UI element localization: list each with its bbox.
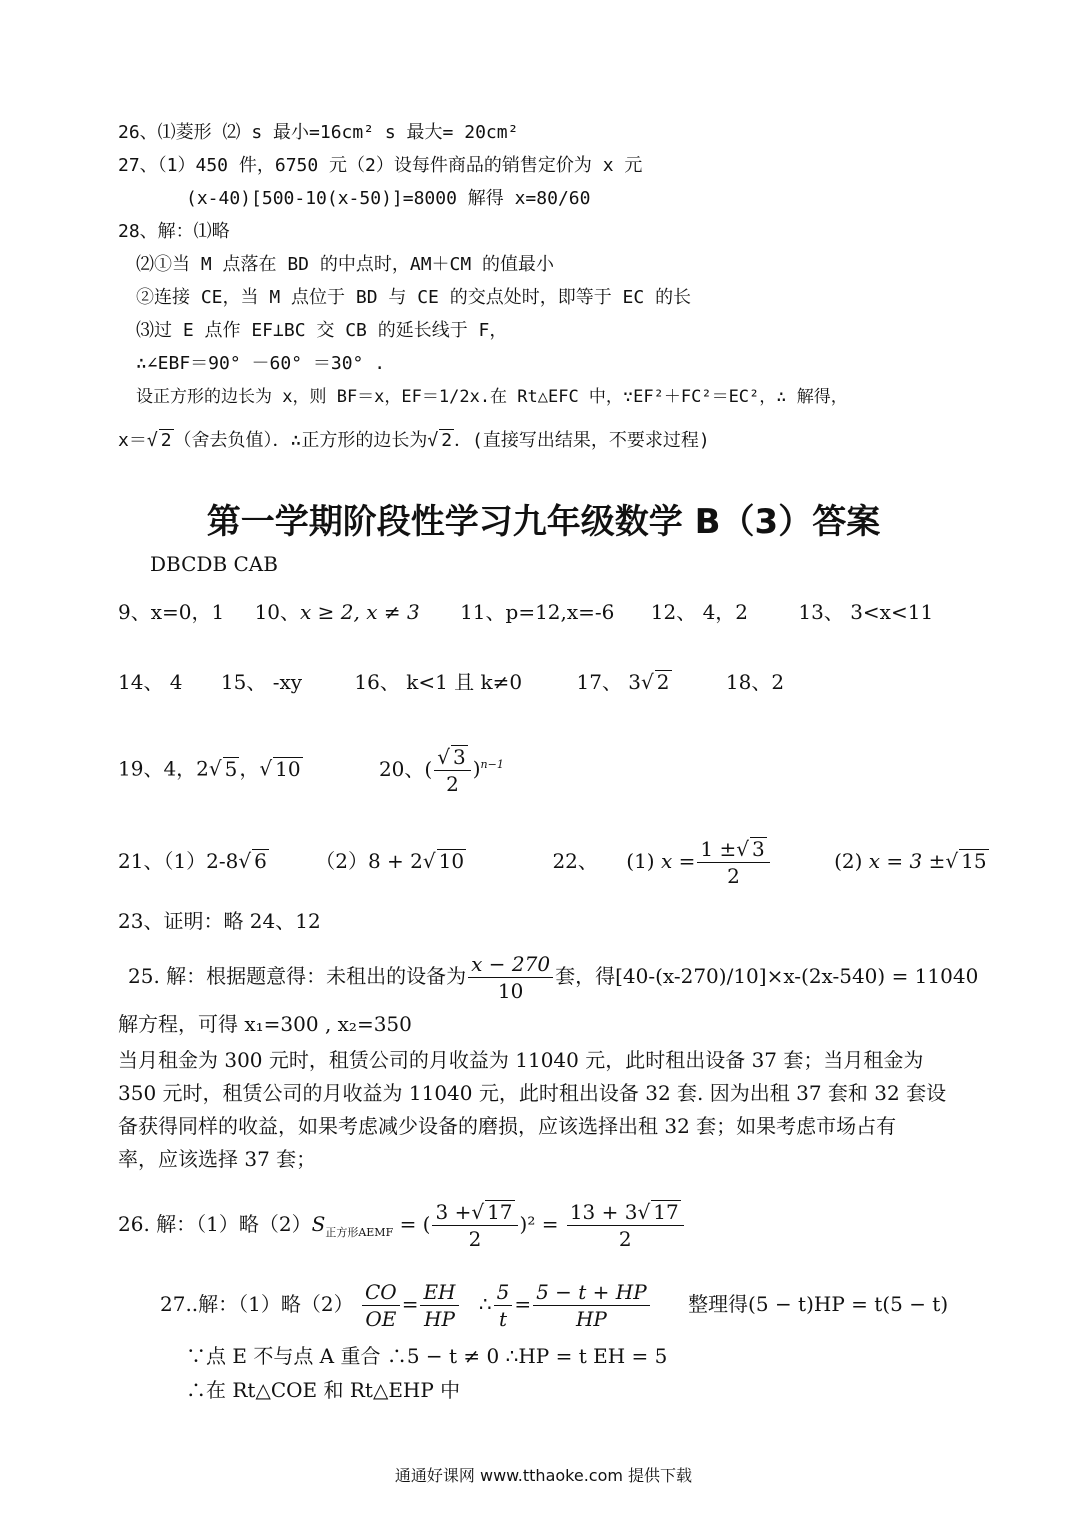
answer-28-part2-1: ⑵①当 M 点落在 BD 的中点时，AM＋CM 的值最小 (136, 254, 555, 275)
q20-exponent: n−1 (480, 758, 504, 771)
q18: 18、2 (725, 670, 785, 694)
q26-fraction-2: $\frac{13 + 3√ 17}{2}$ (567, 1199, 684, 1252)
q19-radicand-2: 10 (275, 756, 301, 781)
q22-num: 1 ± (700, 837, 737, 861)
answer-27-triangles: ∴在 Rt△COE 和 Rt△EHP 中 (186, 1378, 461, 1402)
q22-part1: (1) (626, 849, 655, 873)
answer-28-result: x＝√ 2 （舍去负值）．∴正方形的边长为√ 2 ．(直接写出结果，不要求过程) (118, 430, 710, 451)
row-19-20: 19、4，2√ 5 ，√ 10 20、( $\frac{√ 3}{2}$ )$^{n-1}$ (118, 744, 504, 796)
q21-radicand: 6 (254, 849, 267, 873)
q26-num1: 3 + (435, 1200, 472, 1224)
q19-radicand-1: 5 (224, 756, 238, 781)
answer-27-prev: 27、（1）450 件，6750 元（2）设每件商品的销售定价为 x 元 (118, 155, 643, 176)
q25-denominator: 10 (497, 979, 524, 1003)
q27-f4-num: 5 − t + HP (533, 1279, 650, 1306)
q27-f3-den: t (498, 1307, 507, 1331)
q22b-expression: x = 3 ± (868, 849, 946, 873)
q22-part2: (2) (834, 849, 863, 873)
q27-f1-num: CO (362, 1279, 400, 1306)
q26-equals: = ( (399, 1212, 431, 1236)
row-23-24: 23、证明：略 24、12 (118, 909, 321, 933)
q21: 21、（1）2-8 (118, 849, 239, 873)
q27-f4-den: HP (575, 1307, 607, 1331)
row-9-13 (118, 599, 933, 625)
q22-x: x = (660, 849, 696, 873)
q27-fraction-4 (533, 1279, 650, 1332)
q22-denominator: 2 (727, 864, 740, 888)
page-footer: 通通好课网 www.tthaoke.com 提供下载 (394, 1466, 693, 1485)
answer-28-prev: 28、解：⑴略 (118, 221, 230, 242)
q26-den2: 2 (618, 1227, 632, 1251)
answer-26-prev: 26、⑴菱形 ⑵ s 最小=16cm² s 最大= 20cm² (118, 122, 519, 143)
answer-25-setup (128, 948, 978, 1004)
result-tail: ．(直接写出结果，不要求过程) (454, 430, 710, 451)
page-title: 第一学期阶段性学习九年级数学 B（3）答案 (206, 502, 881, 542)
answer-28-part3: ⑶过 E 点作 EF⊥BC 交 CB 的延长线于 F， (136, 320, 508, 341)
q27-therefore: ∴ (478, 1292, 492, 1316)
q19-sep: ， (239, 756, 260, 781)
q15: 15、 -xy (220, 670, 303, 694)
q25-numerator: x − 270 (468, 951, 553, 978)
answer-28-angle: ∴∠EBF＝90° －60° ＝30° . (136, 353, 386, 374)
q11: 11、p=12,x=-6 (460, 600, 615, 624)
q26-subscript: 正方形AEMF (325, 1226, 394, 1239)
q22: 22、 (552, 849, 598, 873)
q19: 19、4，2 (118, 756, 209, 781)
q14: 14、 4 (118, 670, 183, 694)
q27-equals-1: = (401, 1292, 419, 1316)
q20-fraction: $\frac{√ 3}{2}$ (434, 744, 470, 797)
q27-result: 整理得(5 − t)HP = t(5 − t) (688, 1292, 949, 1316)
choice-answers: DBCDB CAB (150, 552, 278, 576)
q22b-radicand: 15 (961, 849, 987, 873)
q27-fraction-2 (420, 1279, 458, 1332)
sqrt-2-b: 2 (441, 430, 453, 451)
q9: 9、x=0，1 (118, 600, 225, 624)
q26-num2: 13 + 3 (569, 1200, 638, 1224)
answer-26 (118, 1194, 686, 1263)
answer-27 (160, 1274, 948, 1334)
answer-25-line3: 备获得同样的收益，如果考虑减少设备的磨损，应该选择出租 32 套；如果考虑市场占有 (118, 1114, 897, 1138)
q27-intro: 27..解：（1）略（2） (160, 1292, 354, 1316)
answer-28-part2-2: ②连接 CE，当 M 点位于 BD 与 CE 的交点处时，即等于 EC 的长 (136, 287, 692, 308)
q16: 16、 k<1 且 k≠0 (354, 670, 523, 694)
q26-square: )² = (519, 1212, 559, 1236)
row-14-18: 14、 4 15、 -xy 16、 k<1 且 k≠0 17、 3√ 2 18、2 (118, 670, 785, 694)
q17: 17、 3 (576, 670, 642, 694)
q22-radicand: 3 (751, 837, 765, 861)
q10-value: x ≥ 2, x ≠ 3 (300, 600, 420, 624)
q13: 13、 3<x<11 (798, 600, 934, 624)
q25-intro: 25. 解：根据题意得：未租出的设备为 (128, 964, 467, 988)
answer-25-line1: 当月租金为 300 元时，租赁公司的月收益为 11040 元，此时租出设备 37 套；当月租金为 (118, 1048, 924, 1072)
q10: 10、 (254, 600, 301, 624)
q27-fraction-3 (494, 1279, 513, 1332)
answer-25-solve: 解方程，可得 x₁=300 , x₂=350 (118, 1012, 412, 1036)
answer-27-condition: ∵点 E 不与点 A 重合 ∴5 − t ≠ 0 ∴HP = t EH = 5 (186, 1344, 668, 1368)
answer-28-solution: 设正方形的边长为 x，则 BF＝x，EF＝1/2x.在 Rt△EFC 中，∵EF²＋FC²＝EC²，∴ 解得， (136, 387, 848, 407)
q17-radicand: 2 (656, 670, 670, 694)
result-note: （舍去负值）．∴正方形的边长为 (173, 430, 428, 451)
q27-f2-num: EH (420, 1279, 458, 1306)
result-x: x＝ (118, 430, 147, 451)
q20-denominator: 2 (446, 771, 459, 796)
q26-radicand-2: 17 (653, 1200, 679, 1224)
q25-equation: 套，得[40-(x-270)/10]×x-(2x-540) = 11040 (555, 964, 979, 988)
q27-f1-den: OE (365, 1307, 397, 1331)
q20: 20、( (378, 756, 433, 781)
q27-equals-2: = (514, 1292, 532, 1316)
q22-fraction: $\frac{1 \pm√ 3}{2}$ (697, 836, 769, 889)
answer-25-line4: 率，应该选择 37 套； (118, 1147, 317, 1171)
q21b: （2）8 + 2 (315, 849, 423, 873)
q27-fraction-1 (362, 1279, 400, 1332)
q27-f3-num: 5 (494, 1279, 513, 1306)
q26-s: S (311, 1212, 326, 1236)
answer-25-line2: 350 元时，租赁公司的月收益为 11040 元，此时租出设备 32 套. 因为出租 37 套和 32 套设 (118, 1081, 947, 1105)
q12: 12、 4，2 (650, 600, 749, 624)
q21b-radicand: 10 (438, 849, 465, 873)
sqrt-2: 2 (160, 430, 172, 451)
q26-den1: 2 (468, 1227, 482, 1251)
q27-f2-den: HP (424, 1307, 455, 1331)
q26-intro: 26. 解：（1）略（2） (118, 1212, 312, 1236)
answer-27-equation: (x-40)[500-10(x-50)]=8000 解得 x=80/60 (186, 188, 591, 209)
q26-radicand-1: 17 (487, 1200, 513, 1224)
q26-fraction-1: $\frac{3 +√ 17}{2}$ (432, 1199, 517, 1252)
q25-fraction (468, 951, 553, 1004)
row-21-22: 21、（1）2-8√ 6 （2）8 + 2√ 10 22、 (1) x = $\frac{1 \pm√ 3}{2}$ (2) x = 3 ±√ 15 (118, 837, 987, 888)
q20-radicand: 3 (452, 744, 466, 769)
